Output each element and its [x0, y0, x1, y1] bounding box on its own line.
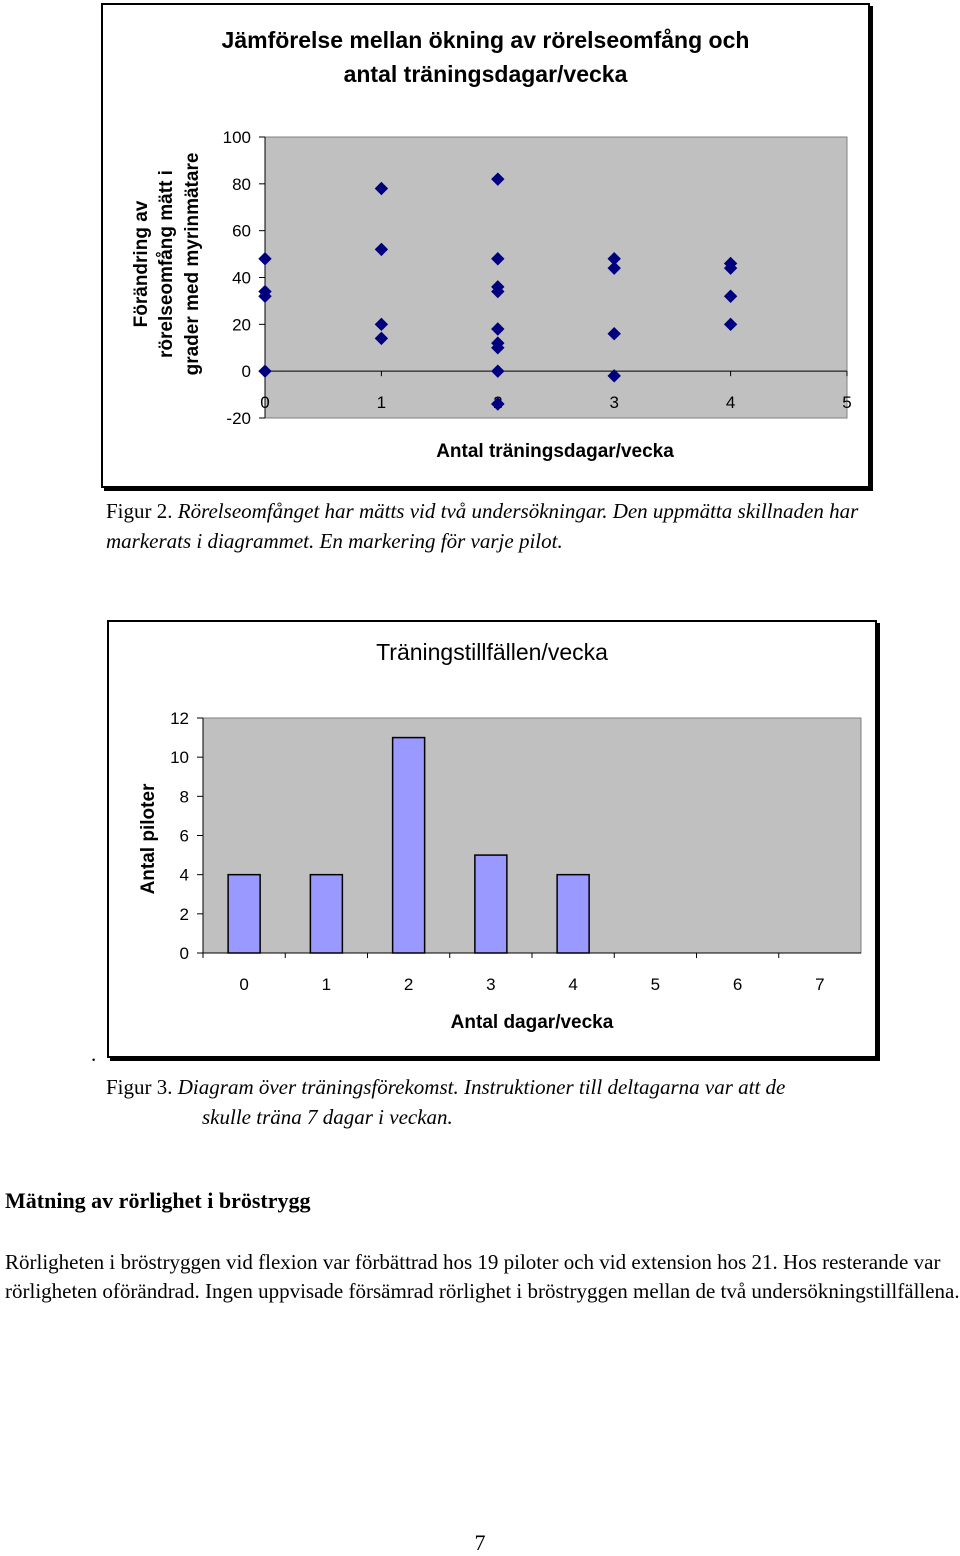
bar-chart: [109, 622, 875, 1056]
bar-y-tick-label: 8: [179, 787, 189, 807]
scatter-y-axis-title: [131, 153, 203, 376]
bar-y-axis-title: Antal piloter: [138, 783, 159, 895]
figure-3-label: Figur 3.: [106, 1075, 173, 1099]
bar-x-axis-title: Antal dagar/vecka: [450, 1012, 614, 1033]
scatter-y-tick-label: 100: [222, 128, 251, 147]
bar-chart-title: Träningstillfällen/vecka: [376, 639, 608, 665]
figure-2-text: Rörelseomfånget har mätts vid två undersökningar. Den uppmätta skillnaden har markerats i diagrammet. En markering för varje pilot.: [106, 499, 859, 553]
bar-chart-frame: [107, 620, 877, 1058]
scatter-y-tick-label: 80: [232, 174, 251, 194]
figure-2-label: Figur 2.: [106, 499, 173, 523]
bar-y-tick-label: 10: [170, 748, 189, 768]
bar-x-tick-label: 4: [568, 975, 578, 994]
page-number: 7: [474, 1530, 486, 1555]
bar-x-tick-label: 7: [815, 975, 825, 994]
scatter-ylabel-line-3: grader med myrinmätare: [182, 152, 203, 376]
bar-y-tick-label: 4: [179, 865, 189, 885]
scatter-x-tick-label: 5: [842, 393, 852, 413]
scatter-ylabel-line-1: Förändring av: [131, 200, 152, 328]
scatter-chart: [103, 5, 868, 486]
scatter-title-line-2: antal träningsdagar/vecka: [343, 61, 628, 87]
scatter-y-tick-label: 60: [232, 221, 251, 241]
bar-x-tick-label: 6: [732, 975, 743, 994]
bar-y-tick-label: 0: [179, 944, 189, 963]
bar: [393, 738, 425, 953]
figure-3-caption: [106, 1072, 956, 1132]
figure-3-text-line-1: Diagram över träningsförekomst. Instruktioner till deltagarna var att de: [177, 1075, 786, 1099]
bar: [557, 875, 589, 953]
section-heading: Mätning av rörlighet i bröstrygg: [5, 1188, 311, 1213]
scatter-y-tick-label: 40: [232, 268, 251, 288]
scatter-x-axis-title: Antal träningsdagar/vecka: [436, 441, 674, 462]
bar-y-tick-label: 2: [179, 904, 189, 924]
scatter-chart-frame: [101, 3, 870, 488]
figure-3-text-line-2: skulle träna 7 dagar i veckan.: [202, 1105, 453, 1129]
scatter-y-tick-label: 0: [241, 362, 251, 382]
scatter-ylabel-line-2: rörelseomfång mätt i: [156, 170, 177, 358]
bar: [228, 875, 260, 953]
scatter-title-line-1: Jämförelse mellan ökning av rörelseomfång och: [221, 27, 750, 53]
bar-x-tick-label: 0: [239, 975, 249, 994]
bar-y-tick-label: 6: [179, 826, 189, 846]
bar: [310, 875, 342, 953]
stray-period: .: [91, 1042, 97, 1066]
figure-2-caption: [106, 496, 906, 556]
scatter-x-tick-label: 1: [376, 393, 387, 413]
scatter-x-tick-label: 4: [725, 393, 736, 413]
body-paragraph: Rörligheten i bröstryggen vid flexion var förbättrad hos 19 piloter och vid extension hos 21. Hos resterande var rörligheten oförändrad. Ingen uppvisade försämrad rörlighet i bröstryggen mellan de två undersökningstillfällena.: [5, 1250, 960, 1303]
bar-x-tick-label: 3: [486, 975, 496, 994]
bar-x-tick-label: 2: [403, 975, 414, 994]
bar-plot-area: [203, 718, 861, 953]
bar-x-tick-label: 5: [650, 975, 661, 994]
scatter-y-tick-label: 20: [232, 315, 251, 335]
bar: [475, 855, 507, 953]
bar-x-tick-label: 1: [321, 975, 332, 994]
scatter-y-tick-label: -20: [226, 409, 251, 428]
scatter-x-tick-label: 0: [260, 393, 270, 413]
bar-y-tick-label: 12: [170, 709, 189, 728]
scatter-plot-area: [265, 137, 847, 418]
scatter-x-tick-label: 3: [609, 393, 619, 413]
